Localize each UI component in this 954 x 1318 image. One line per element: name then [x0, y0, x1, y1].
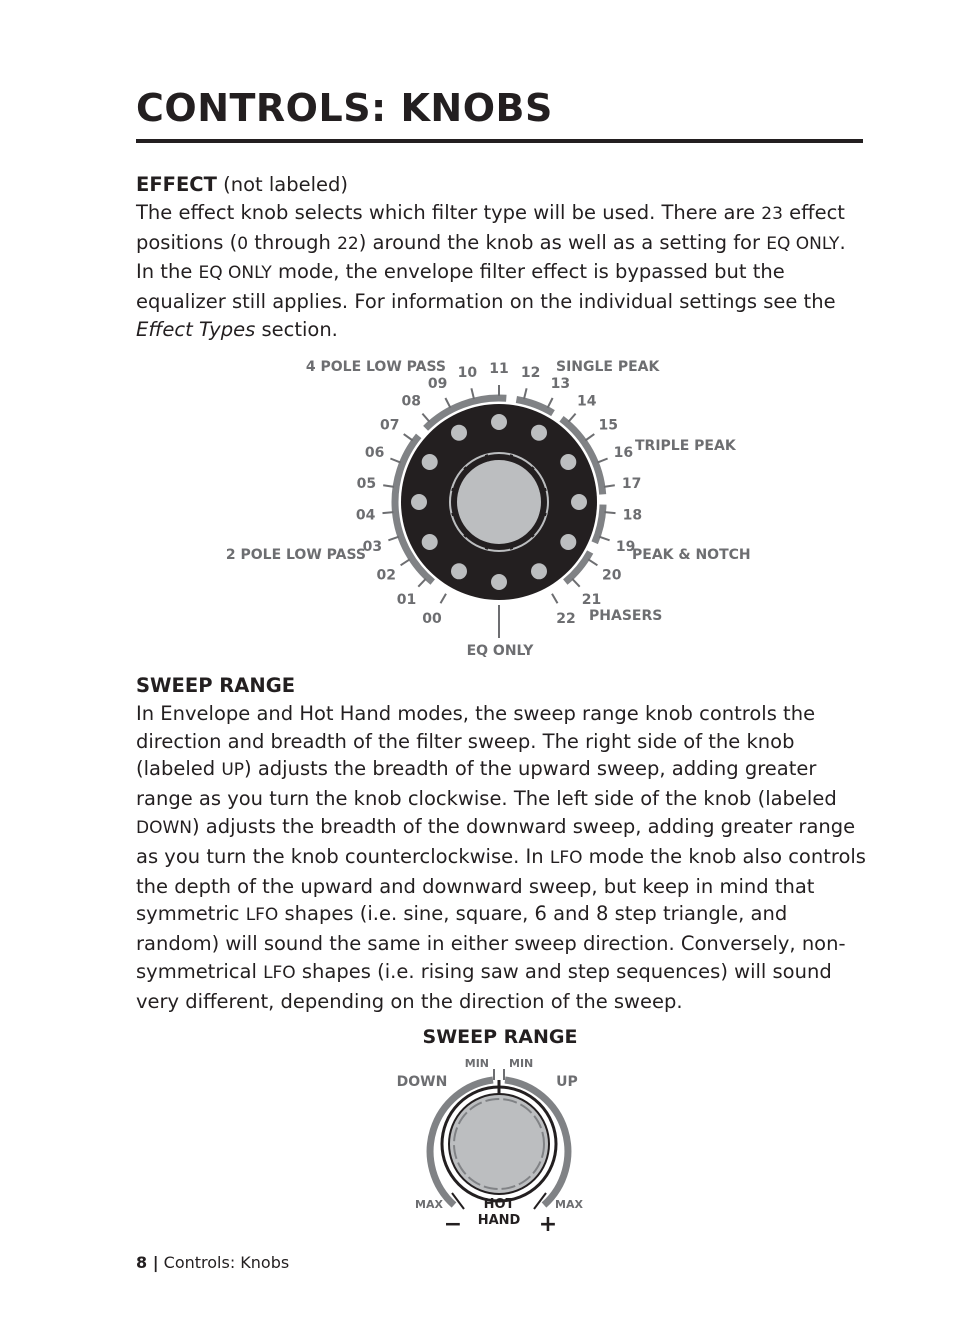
effect-body-text: effect positions (	[136, 200, 845, 254]
effect-tick	[388, 537, 398, 541]
effect-body-text: . In the	[136, 230, 846, 284]
effect-range-end: 22	[337, 233, 359, 254]
effect-tick	[552, 594, 558, 604]
sweep-body-text: ) adjusts the breadth of the downward sweep, adding greater range as you turn the knob counterclockwise. In	[136, 814, 856, 868]
sweep-body-text: mode the knob also controls the depth of the upward and downward sweep, but keep in mind that symmetric	[136, 844, 866, 926]
effect-heading-line	[136, 171, 866, 199]
effect-position-label: 22	[556, 611, 576, 627]
title-rule	[136, 139, 863, 143]
effect-knob-dot	[571, 494, 587, 510]
effect-tick	[390, 459, 400, 463]
effect-types-link-text: Effect Types	[136, 317, 256, 341]
effect-heading: EFFECT	[136, 173, 217, 196]
effect-body-text: mode, the envelope filter effect is bypassed but the equalizer still applies. For information on the individual settings see the	[136, 260, 836, 314]
effect-position-label: 19	[615, 538, 636, 555]
effect-tick	[585, 434, 594, 440]
sweep-max-right: MAX	[555, 1198, 583, 1211]
sweep-body-text: shapes (i.e. sine, square, 6 and 8 step triangle, and random) will sound the same in either sweep direction. Conversely, non-symmetrical	[136, 902, 846, 983]
sweep-body	[136, 700, 866, 1016]
effect-tick	[422, 414, 429, 422]
label-triple-peak: TRIPLE PEAK	[635, 438, 736, 454]
effect-position-label: 05	[356, 475, 377, 492]
sweep-min-left: MIN	[464, 1057, 489, 1070]
sweep-lfo-ref: LFO	[245, 905, 279, 926]
effect-body-text: The effect knob selects which filter type will be used. There are	[136, 200, 762, 224]
effect-knob-dot	[451, 425, 467, 441]
sweep-hot-label: HOT	[483, 1197, 515, 1212]
effect-tick	[572, 579, 580, 587]
effect-tick	[445, 398, 450, 408]
sweep-max-left: MAX	[415, 1198, 443, 1211]
effect-knob-dot	[531, 425, 547, 441]
effect-body-text: section.	[255, 317, 338, 341]
sweep-knob-figure	[380, 1018, 620, 1238]
sweep-section	[136, 672, 866, 1016]
effect-position-label: 03	[362, 538, 383, 555]
label-2-pole-low-pass: 2 POLE LOW PASS	[225, 547, 366, 563]
effect-knob-dot	[560, 534, 576, 550]
effect-tick	[548, 398, 553, 408]
effect-range-start: 0	[237, 233, 249, 254]
effect-position-label: 12	[520, 364, 541, 381]
effect-position-label: 13	[550, 375, 571, 392]
effect-position-label: 16	[613, 445, 634, 462]
sweep-min-right: MIN	[509, 1057, 534, 1070]
sweep-knob-diagram	[380, 1018, 620, 1238]
effect-tick	[401, 559, 410, 565]
effect-position-label: 09	[427, 375, 448, 392]
effect-knob-dot	[451, 563, 467, 579]
effect-knob-grip-notch	[510, 543, 512, 550]
effect-body	[136, 199, 866, 344]
effect-position-label: 00	[422, 611, 442, 627]
effect-knob-grip-notch	[540, 513, 547, 515]
effect-eq-only: EQ ONLY	[198, 263, 272, 284]
effect-knob-grip-notch	[486, 455, 488, 462]
effect-tick	[604, 485, 615, 487]
effect-knob-dot	[422, 534, 438, 550]
sweep-up-label: UP	[556, 1074, 578, 1090]
page-number: 8 |	[136, 1253, 159, 1272]
effect-tick	[404, 434, 413, 440]
effect-tick	[568, 414, 575, 422]
effect-knob-diagram	[220, 350, 780, 665]
effect-knob-figure	[220, 350, 780, 665]
effect-position-label: 04	[355, 507, 376, 524]
page-footer	[136, 1253, 289, 1272]
sweep-up-ref: UP	[221, 760, 245, 781]
label-peak-notch: PEAK & NOTCH	[632, 547, 751, 563]
footer-section-name: Controls: Knobs	[163, 1253, 290, 1272]
effect-position-label: 21	[581, 592, 602, 608]
sweep-down-label: DOWN	[396, 1074, 448, 1090]
effect-position-label: 01	[396, 592, 417, 608]
effect-body-text: through	[248, 230, 338, 254]
effect-knob-grip-notch	[540, 489, 547, 491]
effect-body-text: ) around the knob as well as a setting for	[358, 230, 767, 254]
effect-position-label: 02	[376, 567, 397, 584]
effect-knob-grip-notch	[452, 513, 459, 515]
effect-knob-dot	[491, 414, 507, 430]
effect-tick	[597, 459, 607, 463]
effect-knob-dot	[560, 454, 576, 470]
effect-knob-grip-notch	[510, 455, 512, 462]
effect-position-label: 17	[621, 475, 642, 492]
sweep-plus-sign: +	[538, 1212, 558, 1237]
sweep-down-ref: DOWN	[136, 817, 192, 838]
effect-knob-dot	[422, 454, 438, 470]
effect-position-label: 18	[622, 507, 643, 524]
effect-position-label: 15	[598, 417, 618, 434]
label-phasers: PHASERS	[589, 608, 663, 624]
effect-position-label: 07	[380, 417, 400, 434]
sweep-lfo-ref: LFO	[549, 847, 583, 868]
effect-tick	[471, 388, 474, 399]
sweep-body-text: In Envelope and Hot Hand modes, the sweep range knob controls the direction and breadth of the filter sweep. The right side of the knob (labeled	[136, 701, 816, 781]
effect-tick	[383, 512, 394, 513]
sweep-hand-label: HAND	[477, 1213, 521, 1228]
effect-tick	[605, 512, 616, 513]
label-single-peak: SINGLE PEAK	[556, 359, 660, 375]
page-title: CONTROLS: KNOBS	[136, 86, 553, 130]
sweep-minus-sign: −	[443, 1212, 463, 1237]
effect-eq-only: EQ ONLY	[766, 233, 840, 254]
effect-knob-grip-notch	[452, 489, 459, 491]
effect-section	[136, 171, 866, 344]
effect-tick	[588, 559, 597, 565]
effect-knob-dot	[531, 563, 547, 579]
label-eq-only: EQ ONLY	[466, 643, 534, 659]
sweep-lfo-ref: LFO	[263, 962, 296, 983]
effect-position-label: 10	[457, 364, 478, 381]
effect-tick	[524, 388, 527, 399]
effect-position-label: 20	[601, 567, 622, 584]
effect-tick	[418, 579, 426, 587]
effect-tick	[383, 485, 394, 487]
effect-heading-note: (not labeled)	[223, 173, 348, 196]
effect-knob-dot	[491, 574, 507, 590]
effect-tick	[599, 537, 609, 541]
effect-tick	[441, 594, 447, 604]
label-4-pole-low-pass: 4 POLE LOW PASS	[305, 359, 446, 375]
effect-count: 23	[761, 203, 783, 224]
effect-position-label: 06	[364, 445, 385, 462]
sweep-body-text: shapes (i.e. rising saw and step sequences) will sound very different, depending on the direction of the sweep.	[136, 959, 832, 1013]
effect-knob-dot	[411, 494, 427, 510]
effect-knob-grip-notch	[486, 543, 488, 550]
sweep-body-text: ) adjusts the breadth of the upward sweep, adding greater range as you turn the knob clockwise. The left side of the knob (labeled	[136, 757, 837, 811]
effect-position-label: 14	[577, 393, 597, 410]
sweep-heading: SWEEP RANGE	[136, 674, 296, 697]
effect-position-label: 11	[489, 361, 509, 377]
effect-position-label: 08	[401, 393, 421, 410]
sweep-knob-grip	[454, 1099, 544, 1189]
sweep-knob-title: SWEEP RANGE	[422, 1026, 578, 1048]
